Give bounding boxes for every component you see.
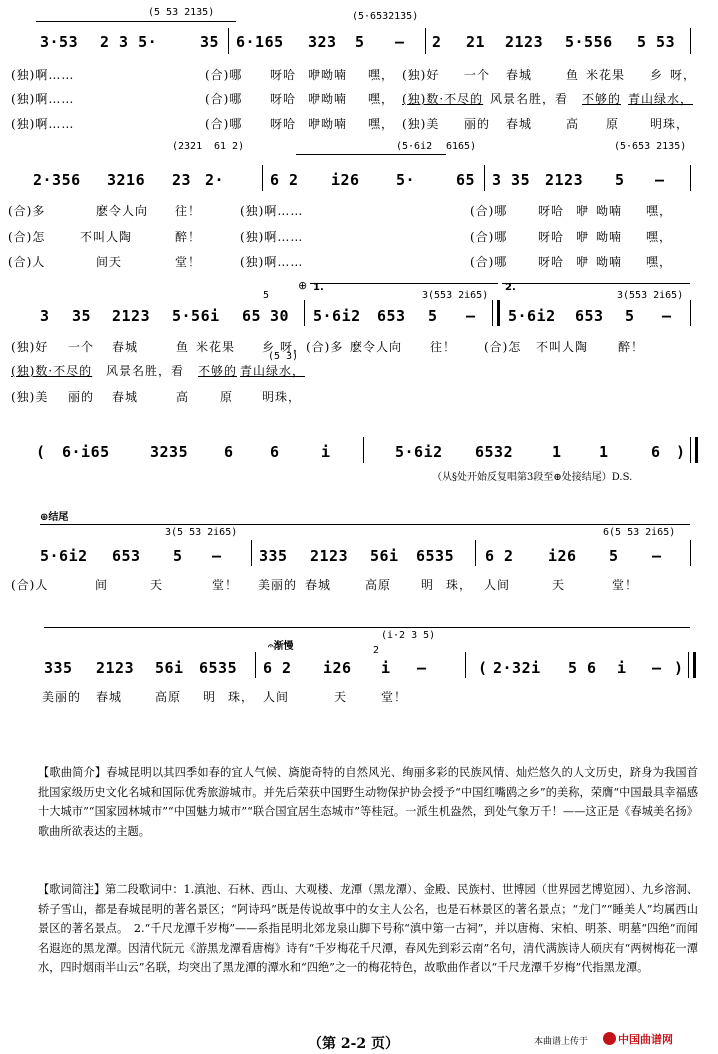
note-group: 6·i65 bbox=[62, 443, 110, 461]
lyric: 呀哈 bbox=[270, 68, 297, 82]
note-group: 5 bbox=[609, 547, 619, 565]
note-group: 3235 bbox=[150, 443, 189, 461]
note-group: 6 bbox=[270, 443, 280, 461]
note-group: 653 bbox=[575, 307, 604, 325]
bracket: ) bbox=[676, 443, 686, 461]
tempo-text: 渐慢 bbox=[273, 641, 294, 652]
lyric: 原 bbox=[220, 390, 234, 404]
grace-notes: 61 2) bbox=[214, 141, 245, 152]
note-group: 6 2 bbox=[263, 659, 292, 677]
coda-sign-icon: ⊕ bbox=[553, 472, 562, 483]
note-group: – bbox=[417, 659, 427, 677]
note-group: 56i bbox=[155, 659, 184, 677]
note-group: 5·6i2 bbox=[40, 547, 88, 565]
lyric: 青山绿水， bbox=[240, 364, 306, 378]
grace-notes: 3(5 53 2i65) bbox=[165, 527, 238, 538]
note-group: 2·356 bbox=[33, 171, 81, 189]
grace-notes: (2321 bbox=[172, 141, 203, 152]
lyric: (合)多 bbox=[306, 340, 344, 354]
note-group: 335 bbox=[44, 659, 73, 677]
note-group: 6 2 bbox=[270, 171, 299, 189]
note-group: 6 bbox=[224, 443, 234, 461]
lyric: 堂！ bbox=[175, 255, 202, 269]
lyric: 鱼 bbox=[566, 68, 580, 82]
note-group: i26 bbox=[548, 547, 577, 565]
lyric: (独)美 bbox=[402, 117, 440, 131]
lyric: 往！ bbox=[430, 340, 457, 354]
lyric: 春城 bbox=[305, 578, 332, 592]
note-group: 5 bbox=[625, 307, 635, 325]
note-group: 323 bbox=[308, 33, 337, 51]
lyric: 嘿， bbox=[646, 230, 673, 244]
lyric: (独)啊…… bbox=[11, 92, 75, 106]
lyric: 天 bbox=[552, 578, 566, 592]
note-group: i bbox=[321, 443, 331, 461]
note-group: 3 35 bbox=[492, 171, 531, 189]
note-group: – bbox=[395, 33, 405, 51]
lyric: 不够的 bbox=[582, 92, 622, 106]
lyric: 美丽的 bbox=[258, 578, 298, 592]
note-group: 3·53 bbox=[40, 33, 79, 51]
lyric: 乡 bbox=[262, 340, 276, 354]
note-group: i26 bbox=[331, 171, 360, 189]
grace-notes: (i·2 3 5) bbox=[381, 630, 436, 641]
note-group: 6535 bbox=[199, 659, 238, 677]
note-group: 653 bbox=[377, 307, 406, 325]
grace-notes: 6165) bbox=[446, 141, 477, 152]
lyric: 明 bbox=[203, 690, 217, 704]
note-group: 5 53 bbox=[637, 33, 676, 51]
lyric: 呀哈 bbox=[538, 204, 565, 218]
note-group: – bbox=[652, 547, 662, 565]
note-group: i bbox=[381, 659, 391, 677]
note-group: – bbox=[652, 659, 662, 677]
note-group: i bbox=[617, 659, 627, 677]
lyric: (合)哪 bbox=[470, 230, 508, 244]
coda-sign-icon: ⊕ bbox=[40, 512, 49, 523]
grace-notes: (5 53 2135) bbox=[148, 7, 215, 18]
note-group: 23 bbox=[172, 171, 192, 189]
lyric: 一个 bbox=[464, 68, 491, 82]
bracket: ) bbox=[674, 659, 684, 677]
note-group: 335 bbox=[259, 547, 288, 565]
site-name: 中国曲谱网 bbox=[618, 1033, 673, 1046]
note-group: 5 bbox=[615, 171, 625, 189]
fermata-icon: 𝄐 bbox=[268, 641, 274, 652]
lyric: 呦喃 bbox=[596, 204, 623, 218]
instruction-text: 处开始反复唱第3段至 bbox=[457, 472, 554, 483]
lyric: 咿呦喃 bbox=[308, 68, 348, 82]
note-group: 5·6i2 bbox=[313, 307, 361, 325]
lyric: (独)美 bbox=[11, 390, 49, 404]
lyric: 呀哈 bbox=[270, 92, 297, 106]
lyric: 嘿， bbox=[646, 255, 673, 269]
note-group: 56i bbox=[370, 547, 399, 565]
note-group: 3 bbox=[40, 307, 50, 325]
site-logo[interactable] bbox=[603, 1031, 673, 1047]
lyric: 嘿， bbox=[368, 117, 395, 131]
note-group: 2 3 5· bbox=[100, 33, 158, 51]
lyric: 明珠， bbox=[650, 117, 690, 131]
grace-notes: 6(5 53 2i65) bbox=[603, 527, 676, 538]
lyric: 天 bbox=[150, 578, 164, 592]
note-group: 2·32i bbox=[493, 659, 541, 677]
lyric: 丽的 bbox=[464, 117, 491, 131]
note-group: 5·556 bbox=[565, 33, 613, 51]
lyric: (合)哪 bbox=[470, 255, 508, 269]
note-group: 65 bbox=[456, 171, 476, 189]
note-group: 2123 bbox=[112, 307, 151, 325]
note-group: 2123 bbox=[310, 547, 349, 565]
lyric: (独)数·不尽的 bbox=[402, 92, 484, 106]
lyric: 醉！ bbox=[618, 340, 645, 354]
section-heading: 【歌曲简介】 bbox=[38, 766, 107, 779]
lyric: (独)啊…… bbox=[11, 117, 75, 131]
lyric: 米花果 bbox=[586, 68, 626, 82]
lyric: 咿呦喃 bbox=[308, 92, 348, 106]
lyric: (独)啊…… bbox=[11, 68, 75, 82]
lyric: 不叫人陶 bbox=[536, 340, 589, 354]
note-group: 6 bbox=[651, 443, 661, 461]
instruction-text: 处接结尾）D.S. bbox=[561, 472, 633, 483]
lyric: (独)好 bbox=[402, 68, 440, 82]
lyric: 珠， bbox=[446, 578, 473, 592]
note-group: – bbox=[662, 307, 672, 325]
note-group: 653 bbox=[112, 547, 141, 565]
lyric: 天 bbox=[334, 690, 348, 704]
coda-label-text: 结尾 bbox=[48, 512, 69, 523]
lyric: 咿呦喃 bbox=[308, 117, 348, 131]
grace-notes: 2 bbox=[373, 645, 380, 656]
repeat-instruction bbox=[432, 468, 632, 483]
lyric: 风景名胜，看 bbox=[490, 92, 569, 106]
note-group: 2123 bbox=[545, 171, 584, 189]
lyric: 呀哈 bbox=[538, 255, 565, 269]
lyric: (独)啊…… bbox=[240, 255, 304, 269]
lyric: (合)哪 bbox=[205, 68, 243, 82]
note-group: 5· bbox=[396, 171, 416, 189]
note-group: – bbox=[212, 547, 222, 565]
lyric: (独)好 bbox=[11, 340, 49, 354]
lyric: 咿 bbox=[576, 204, 590, 218]
lyric: 鱼 bbox=[176, 340, 190, 354]
lyric: 呦喃 bbox=[596, 230, 623, 244]
note-group: i26 bbox=[323, 659, 352, 677]
lyric: 春城 bbox=[506, 117, 533, 131]
note-group: 21 bbox=[466, 33, 486, 51]
note-group: 6532 bbox=[475, 443, 514, 461]
grace-notes: 3(553 2i65) bbox=[617, 290, 684, 301]
note-group: 1 bbox=[599, 443, 609, 461]
coda-label bbox=[40, 508, 68, 523]
lyric: 呀哈 bbox=[538, 230, 565, 244]
section-body: 第二段歌词中：1.滇池、石林、西山、大观楼、龙潭（黑龙潭）、金殿、民族村、世博园（世界园艺博览园）、九乡溶洞、轿子雪山，都是春城昆明的著名景区；“阿诗玛”既是传说故事中的女主人公名，也是石林景区的著名景点；“龙门”“睡美人”均属西山景区的著名景点。 2.“千尺龙潭千岁梅”——系指昆明北郊龙泉山脚下号称“滇中第一古祠”，并以唐梅、宋柏、明茶、明墓“四绝”而闻名遐迩的黑龙潭。因清代阮元《游黑龙潭看唐梅》诗有“千岁梅花千尺潭，春风先到彩云南”名句，清代满族诗人硕庆有“两树梅花一潭水，四时烟雨半山云”名联，均突出了黑龙潭的潭水和“四绝”之一的梅花特色，故歌曲作者以“千尺龙潭千岁梅”代指黑龙潭。 bbox=[38, 883, 698, 974]
lyric: 人间 bbox=[484, 578, 511, 592]
note-group: 6 2 bbox=[485, 547, 514, 565]
lyric: (合)哪 bbox=[205, 92, 243, 106]
note-group: 6·165 bbox=[236, 33, 284, 51]
lyric: 米花果 bbox=[196, 340, 236, 354]
lyric: 麽令人向 bbox=[96, 204, 149, 218]
lyric: 一个 bbox=[68, 340, 95, 354]
lyric: 明珠， bbox=[262, 390, 302, 404]
note-group: 35 bbox=[72, 307, 92, 325]
note-group: 5 bbox=[173, 547, 183, 565]
lyric: 高 bbox=[176, 390, 190, 404]
lyric: (独)数·不尽的 bbox=[11, 364, 93, 378]
lyric: (合)哪 bbox=[470, 204, 508, 218]
lyric: 嘿， bbox=[368, 68, 395, 82]
lyric: 春城 bbox=[112, 390, 139, 404]
lyric: 嘿， bbox=[368, 92, 395, 106]
note-group: 6535 bbox=[416, 547, 455, 565]
note-group: 1 bbox=[552, 443, 562, 461]
note-group: 65 bbox=[242, 307, 262, 325]
note-group: 30 bbox=[270, 307, 290, 325]
section-body: 春城昆明以其四季如春的宜人气候、旖旎奇特的自然风光、绚丽多彩的民族风情、灿烂悠久的人文历史，跻身为我国首批国家级历史文化名城和国际优秀旅游城市。并先后荣获中国野生动物保护协会授予“中国红嘴鸥之乡”的美称，荣膺“中国最具幸福感十大城市”“国家园林城市”“中国魅力城市”“联合国宜居生态城市”等桂冠。一派生机盎然，到处气象万千！——这正是《春城美名扬》歌曲所欲表达的主题。 bbox=[38, 766, 698, 838]
lyric: 青山绿水， bbox=[628, 92, 694, 106]
lyric: 不够的 bbox=[198, 364, 238, 378]
lyric: 春城 bbox=[112, 340, 139, 354]
lyric: 堂！ bbox=[612, 578, 639, 592]
grace-notes: 3(553 2i65) bbox=[422, 290, 489, 301]
lyric: 往！ bbox=[175, 204, 202, 218]
volta-bracket: 2. bbox=[505, 282, 516, 293]
bracket: ( bbox=[36, 443, 46, 461]
note-group: – bbox=[466, 307, 476, 325]
note-group: 5·6i2 bbox=[395, 443, 443, 461]
lyric: 原 bbox=[606, 117, 620, 131]
page-number: （第 2-2 页） bbox=[308, 1036, 400, 1052]
lyric: 堂！ bbox=[212, 578, 239, 592]
note-group: 5 bbox=[428, 307, 438, 325]
coda-sign-icon: ⊕ bbox=[298, 279, 308, 292]
volta-bracket: 1. bbox=[313, 282, 324, 293]
note-group: 5·56i bbox=[172, 307, 220, 325]
bracket: ( bbox=[478, 659, 488, 677]
note-group: 3216 bbox=[107, 171, 146, 189]
note-group: 5 bbox=[355, 33, 365, 51]
lyric: 咿 bbox=[576, 255, 590, 269]
note-group: 2 bbox=[432, 33, 442, 51]
upload-note: 本曲谱上传于 bbox=[534, 1037, 589, 1047]
lyric: 不叫人陶 bbox=[80, 230, 133, 244]
note-group: 2123 bbox=[96, 659, 135, 677]
lyric: 乡 bbox=[650, 68, 664, 82]
grace-notes: (5 3) bbox=[268, 351, 299, 362]
section-heading: 【歌词简注】 bbox=[38, 883, 106, 896]
lyric: 嘿， bbox=[646, 204, 673, 218]
lyric: 风景名胜，看 bbox=[106, 364, 185, 378]
lyric: 间天 bbox=[96, 255, 123, 269]
lyric: 高原 bbox=[155, 690, 182, 704]
lyric: (合)人 bbox=[8, 255, 46, 269]
grace-notes: (5·6i2 bbox=[396, 141, 433, 152]
lyric: 春城 bbox=[96, 690, 123, 704]
segno-icon: § bbox=[452, 472, 457, 483]
grace-notes: (5·6532135) bbox=[352, 11, 419, 22]
lyric: (合)多 bbox=[8, 204, 46, 218]
lyric: 春城 bbox=[506, 68, 533, 82]
tempo-mark bbox=[268, 637, 294, 652]
grace-notes: 5 bbox=[263, 290, 270, 301]
lyric: (独)啊…… bbox=[240, 230, 304, 244]
note-group: 5·6i2 bbox=[508, 307, 556, 325]
lyric: 明 bbox=[421, 578, 435, 592]
note-group: 5 6 bbox=[568, 659, 597, 677]
lyric: (合)哪 bbox=[205, 117, 243, 131]
song-introduction bbox=[38, 763, 698, 841]
lyrics-annotation bbox=[38, 880, 698, 978]
lyric: 美丽的 bbox=[42, 690, 82, 704]
lyric: 人间 bbox=[263, 690, 290, 704]
lyric: 高原 bbox=[365, 578, 392, 592]
lyric: 珠， bbox=[228, 690, 255, 704]
lyric: 丽的 bbox=[68, 390, 95, 404]
lyric: 高 bbox=[566, 117, 580, 131]
note-group: 2123 bbox=[505, 33, 544, 51]
logo-mark-icon bbox=[603, 1032, 616, 1045]
lyric: 呦喃 bbox=[596, 255, 623, 269]
lyric: 呀哈 bbox=[270, 117, 297, 131]
note-group: 35 bbox=[200, 33, 220, 51]
note-group: 2· bbox=[205, 171, 225, 189]
grace-notes: (5·653 2135) bbox=[614, 141, 687, 152]
lyric: (合)怎 bbox=[484, 340, 522, 354]
lyric: 咿 bbox=[576, 230, 590, 244]
lyric: 呀， bbox=[670, 68, 697, 82]
lyric: 堂！ bbox=[381, 690, 408, 704]
lyric: (独)啊…… bbox=[240, 204, 304, 218]
lyric: 呀， bbox=[280, 340, 307, 354]
lyric: 醉！ bbox=[175, 230, 202, 244]
lyric: 间 bbox=[95, 578, 109, 592]
lyric: (合)人 bbox=[11, 578, 49, 592]
lyric: 麽令人向 bbox=[350, 340, 403, 354]
lyric: (合)怎 bbox=[8, 230, 46, 244]
note-group: – bbox=[655, 171, 665, 189]
instruction-text: （从 bbox=[432, 472, 452, 483]
